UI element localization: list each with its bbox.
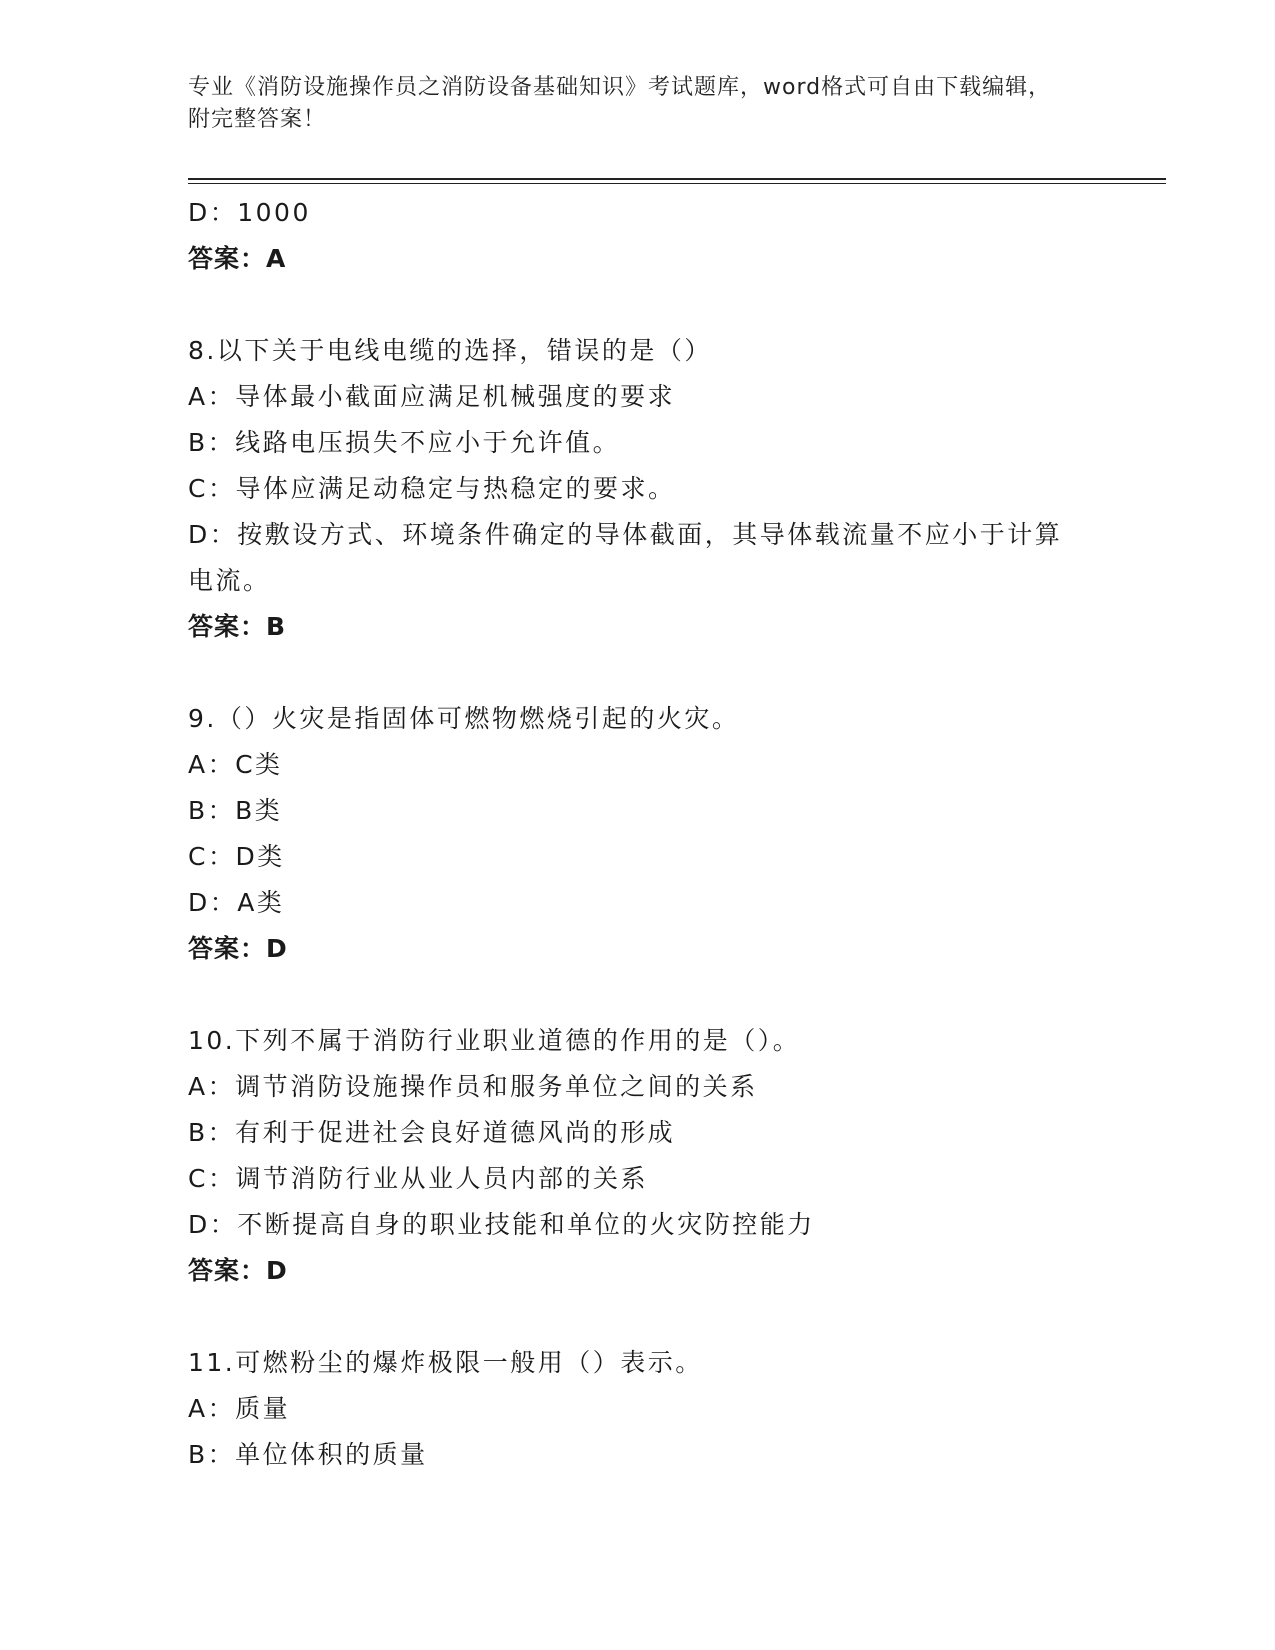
option-a: A：质量 <box>188 1394 291 1423</box>
option-c: C：导体应满足动稳定与热稳定的要求。 <box>188 474 676 503</box>
option-b: B：有利于促进社会良好道德风尚的形成 <box>188 1118 676 1147</box>
spacer <box>188 1294 1088 1340</box>
answer: 答案：B <box>188 612 287 641</box>
question-stem: 8.以下关于电线电缆的选择，错误的是（） <box>188 336 712 365</box>
question-10 <box>188 1018 1088 1294</box>
question-stem: 9.（）火灾是指固体可燃物燃烧引起的火灾。 <box>188 704 740 733</box>
option-d: D：A类 <box>188 888 285 917</box>
question-11 <box>188 1340 1088 1478</box>
option-d: D：不断提高自身的职业技能和单位的火灾防控能力 <box>188 1210 815 1239</box>
header-divider <box>188 178 1166 184</box>
option-c: C：调节消防行业从业人员内部的关系 <box>188 1164 648 1193</box>
prev-option-d: D：1000 <box>188 198 311 227</box>
option-d: D：按敷设方式、环境条件确定的导体截面，其导体载流量不应小于计算电流。 <box>188 520 1063 595</box>
spacer <box>188 282 1088 328</box>
question-9 <box>188 696 1088 972</box>
option-b: B：线路电压损失不应小于允许值。 <box>188 428 621 457</box>
document-body <box>188 190 1088 1478</box>
option-b: B：B类 <box>188 796 283 825</box>
option-a: A：导体最小截面应满足机械强度的要求 <box>188 382 676 411</box>
prev-answer: 答案：A <box>188 244 287 273</box>
question-stem: 11.可燃粉尘的爆炸极限一般用（）表示。 <box>188 1348 703 1377</box>
question-stem: 10.下列不属于消防行业职业道德的作用的是（）。 <box>188 1026 801 1055</box>
spacer <box>188 972 1088 1018</box>
document-header: 专业《消防设施操作员之消防设备基础知识》考试题库，word格式可自由下载编辑，附完整答案！ <box>188 75 1052 132</box>
question-8 <box>188 328 1088 650</box>
answer: 答案：D <box>188 934 288 963</box>
option-a: A：调节消防设施操作员和服务单位之间的关系 <box>188 1072 758 1101</box>
spacer <box>188 650 1088 696</box>
answer: 答案：D <box>188 1256 288 1285</box>
option-b: B：单位体积的质量 <box>188 1440 428 1469</box>
option-a: A：C类 <box>188 750 283 779</box>
option-c: C：D类 <box>188 842 285 871</box>
